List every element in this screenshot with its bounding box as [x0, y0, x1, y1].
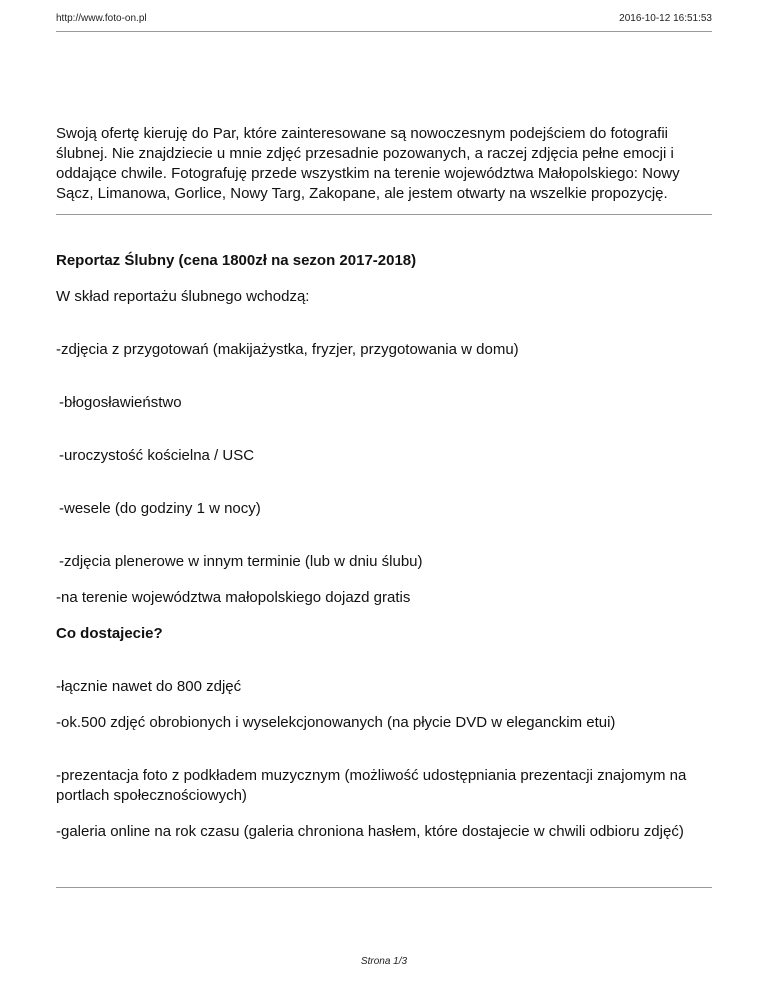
section1-heading: Reportaz Ślubny (cena 1800zł na sezon 2017-2018)	[56, 252, 417, 269]
list-item: -ok.500 zdjęć obrobionych i wyselekcjonowanych (na płycie DVD w eleganckim etui)	[56, 714, 616, 731]
intro-paragraph: Swoją ofertę kieruję do Par, które zainteresowane są nowoczesnym podejściem do fotografii ślubnej. Nie znajdziecie u mnie zdjęć przesadnie pozowanych, a raczej zdjęcia pełne emocji i oddające chwile. Fotografuję przede wszystkim na terenie województwa Małopolskiego: Nowy Sącz, Limanowa, Gorlice, Nowy Targ, Zakopane, ale jestem otwarty na wszelkie propozycję.	[56, 125, 680, 202]
section-divider	[56, 214, 712, 215]
list-item: -zdjęcia z przygotowań (makijażystka, fryzjer, przygotowania w domu)	[56, 341, 519, 358]
footer-divider	[56, 887, 712, 888]
list-item: -na terenie województwa małopolskiego dojazd gratis	[56, 589, 411, 606]
header-divider	[56, 31, 712, 32]
list-item: -łącznie nawet do 800 zdjęć	[56, 678, 242, 695]
list-item: -galeria online na rok czasu (galeria chroniona hasłem, które dostajecie w chwili odbioru zdjęć)	[56, 823, 684, 840]
list-item: -wesele (do godziny 1 w nocy)	[59, 500, 261, 517]
section1-subheading: W skład reportażu ślubnego wchodzą:	[56, 288, 310, 305]
header-datetime: 2016-10-12 16:51:53	[619, 13, 712, 24]
list-item: -błogosławieństwo	[59, 394, 182, 411]
section2-heading: Co dostajecie?	[56, 625, 163, 642]
page-number: Strona 1/3	[360, 956, 408, 967]
list-item: -uroczystość kościelna / USC	[59, 447, 255, 464]
list-item: -prezentacja foto z podkładem muzycznym (możliwość udostępniania prezentacji znajomym na portlach społecznościowych)	[56, 767, 687, 804]
list-item: -zdjęcia plenerowe w innym terminie (lub w dniu ślubu)	[59, 553, 423, 570]
header-url: http://www.foto-on.pl	[56, 13, 147, 24]
